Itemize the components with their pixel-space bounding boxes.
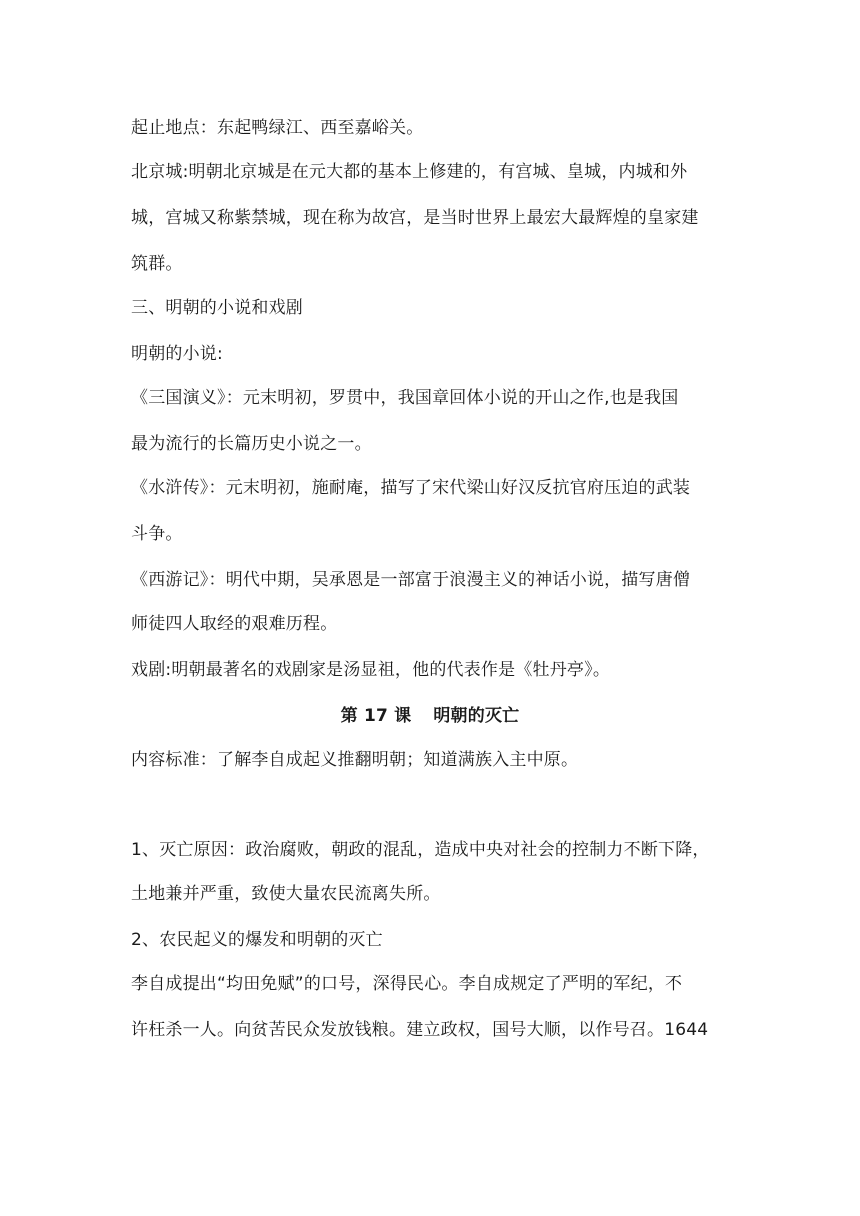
text-line: 斗争。 <box>131 524 183 544</box>
text-line: 北京城:明朝北京城是在元大都的基本上修建的，有宫城、皇城，内城和外 <box>131 162 688 182</box>
text-line: 《三国演义》：元末明初，罗贯中，我国章回体小说的开山之作,也是我国 <box>131 388 679 408</box>
text-line: 最为流行的长篇历史小说之一。 <box>131 434 372 454</box>
text-line: 土地兼并严重，致使大量农民流离失所。 <box>131 884 441 904</box>
text-line: 戏剧:明朝最著名的戏剧家是汤显祖，他的代表作是《牡丹亭》。 <box>131 660 611 680</box>
text-line: 明朝的小说: <box>131 344 223 364</box>
text-line: 许枉杀一人。向贫苦民众发放钱粮。建立政权，国号大顺，以作号召。1644 <box>131 1020 709 1040</box>
text-line: 起止地点：东起鸭绿江、西至嘉峪关。 <box>131 118 424 138</box>
section-heading: 三、明朝的小说和戏剧 <box>131 298 303 318</box>
text-line: 筑群。 <box>131 254 183 274</box>
text-line: 《西游记》：明代中期，吴承恩是一部富于浪漫主义的神话小说，描写唐僧 <box>131 570 691 590</box>
lesson-number: 第 17 课 <box>340 706 412 726</box>
lesson-title <box>0 704 860 728</box>
text-line: 师徒四人取经的艰难历程。 <box>131 614 338 634</box>
text-line: 城，宫城又称紫禁城，现在称为故宫，是当时世界上最宏大最辉煌的皇家建 <box>131 208 699 228</box>
text-line: 李自成提出“均田免赋”的口号，深得民心。李自成规定了严明的军纪，不 <box>131 974 683 994</box>
content-standard: 内容标准：了解李自成起义推翻明朝；知道满族入主中原。 <box>131 750 579 770</box>
text-line: 1、灭亡原因：政治腐败，朝政的混乱，造成中央对社会的控制力不断下降， <box>131 840 710 860</box>
text-line: 《水浒传》：元末明初，施耐庵，描写了宋代梁山好汉反抗官府压迫的武装 <box>131 478 691 498</box>
lesson-name: 明朝的灭亡 <box>433 706 520 726</box>
section-heading: 2、农民起义的爆发和明朝的灭亡 <box>131 930 383 950</box>
